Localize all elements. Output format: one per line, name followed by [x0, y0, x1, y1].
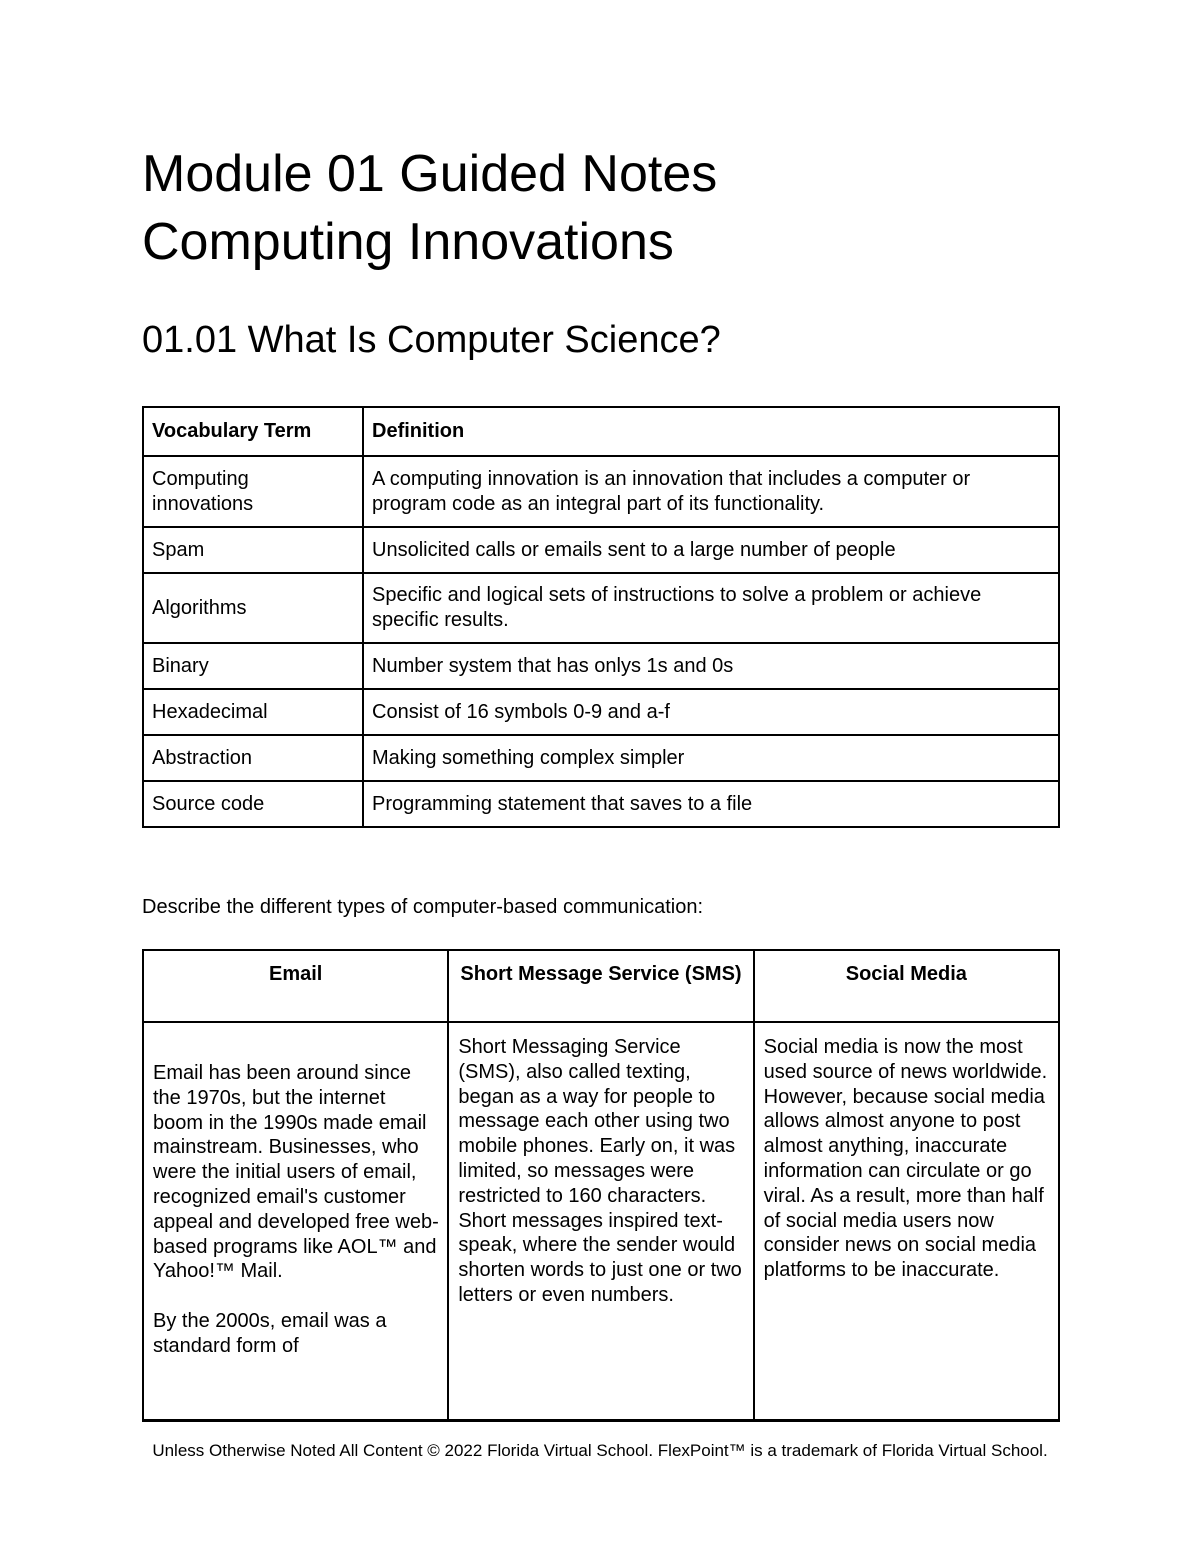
vocab-term: Abstraction [143, 735, 363, 781]
document-title [142, 140, 717, 276]
communication-prompt: Describe the different types of computer-based communication: [142, 896, 704, 918]
vocab-definition: Making something complex simpler [363, 735, 1059, 781]
table-header-row [143, 407, 1059, 456]
vocab-term: Algorithms [143, 573, 363, 643]
vocab-term: Spam [143, 527, 363, 573]
social-media-paragraph: Social media is now the most used source of news worldwide. However, because social media allows almost anyone to post almost anything, inaccurate information can circulate or go viral. As a result, more than half of social media users now consider news on social media platforms to be inaccurate. [763, 1036, 1048, 1282]
vocab-definition: Consist of 16 symbols 0-9 and a-f [363, 689, 1059, 735]
column-header-email: Email [143, 950, 448, 1022]
table-row [143, 781, 1059, 827]
vocab-definition: A computing innovation is an innovation that includes a computer or program code as an integral part of its functionality. [363, 456, 1059, 527]
vocab-term: Binary [143, 643, 363, 689]
email-description [143, 1022, 448, 1421]
table-row [143, 573, 1059, 643]
vocabulary-table [142, 406, 1060, 828]
vocab-definition: Programming statement that saves to a file [363, 781, 1059, 827]
email-paragraph-2: By the 2000s, email was a standard form of [153, 1309, 387, 1357]
vocab-definition: Number system that has onlys 1s and 0s [363, 643, 1059, 689]
table-row [143, 643, 1059, 689]
sms-description [448, 1022, 753, 1421]
column-header-sms: Short Message Service (SMS) [448, 950, 753, 1022]
page-footer: Unless Otherwise Noted All Content © 2022 Florida Virtual School. FlexPoint™ is a trademark of Florida Virtual School. [152, 1441, 1048, 1460]
sms-paragraph: Short Messaging Service (SMS), also called texting, began as a way for people to message each other using two mobile phones. Early on, it was limited, so messages were restricted to 160 characters. Short messages inspired text-speak, where the sender would shorten words to just one or two letters or even numbers. [458, 1036, 742, 1306]
table-row [143, 689, 1059, 735]
social-media-description [754, 1022, 1059, 1421]
vocab-term: Hexadecimal [143, 689, 363, 735]
vocab-definition: Specific and logical sets of instructions to solve a problem or achieve specific results. [363, 573, 1059, 643]
title-line-1: Module 01 Guided Notes [142, 145, 718, 203]
email-paragraph-1: Email has been around since the 1970s, but the internet boom in the 1990s made email mainstream. Businesses, who were the initial users of email, recognized email's customer appeal and developed free web-based programs like AOL™ and Yahoo!™ Mail. [153, 1062, 439, 1283]
vocab-term: Source code [143, 781, 363, 827]
table-row [143, 1022, 1059, 1421]
column-header-definition: Definition [363, 407, 1059, 456]
section-heading: 01.01 What Is Computer Science? [142, 319, 721, 361]
table-header-row [143, 950, 1059, 1022]
vocab-definition: Unsolicited calls or emails sent to a large number of people [363, 527, 1059, 573]
table-row [143, 527, 1059, 573]
column-header-social-media: Social Media [754, 950, 1059, 1022]
table-row [143, 735, 1059, 781]
table-row [143, 456, 1059, 527]
column-header-term: Vocabulary Term [143, 407, 363, 456]
communication-table [142, 949, 1060, 1422]
title-line-2: Computing Innovations [142, 213, 674, 271]
vocab-term: Computing innovations [143, 456, 363, 527]
